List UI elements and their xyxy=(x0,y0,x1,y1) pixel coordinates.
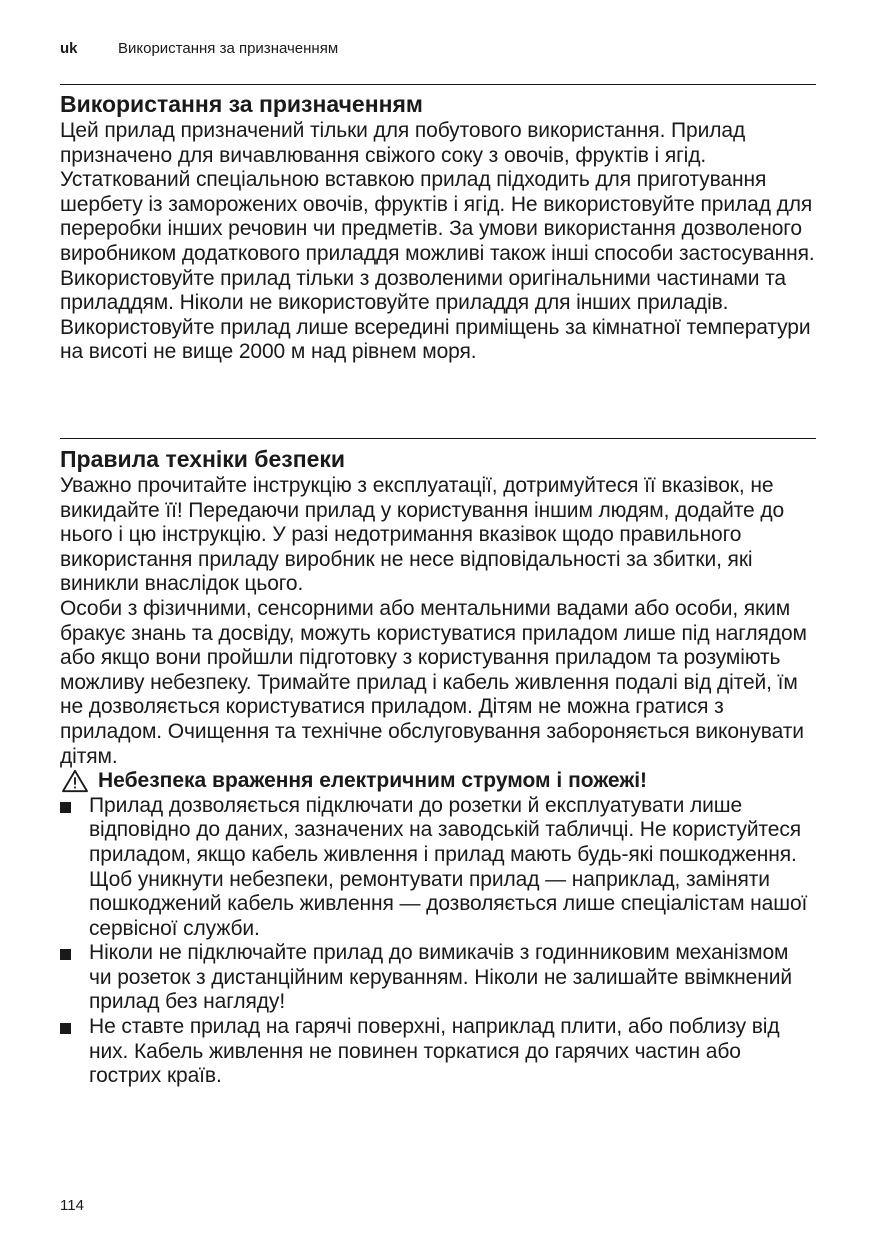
list-item xyxy=(60,941,816,1015)
bullet-square-icon xyxy=(60,802,71,813)
list-item xyxy=(60,794,816,942)
running-header xyxy=(60,39,338,59)
intended-use-paragraph: Цей прилад призначений тільки для побутового використання. Прилад призначено для вичавлювання свіжого соку з овочів, фруктів і ягід. Устаткований спеціальною вставкою прилад підходить для приготування шербету із заморожених овочів, фруктів і ягід. Не використовуйте прилад для переробки інших речовин чи предметів. За умови використання дозволеного виробником додаткового приладдя можливі також інші способи застосування. Використовуйте прилад тільки з дозволеними оригінальними частинами та приладдям. Ніколи не використовуйте приладдя для інших приладів. xyxy=(60,119,815,315)
list-item-text: Ніколи не підключайте прилад до вимикачів з годинниковим механізмом чи розеток з дистанційним керуванням. Ніколи не залишайте ввімкнений прилад без нагляду! xyxy=(89,941,793,1014)
intended-use-paragraph: Використовуйте прилад лише всередині приміщень за кімнатної температури на висоті не вище 2000 м над рівнем моря. xyxy=(60,315,811,364)
safety-heading: Правила техніки безпеки xyxy=(60,446,346,472)
warning-list xyxy=(60,794,816,1089)
bullet-square-icon xyxy=(60,1023,71,1034)
list-item xyxy=(60,1015,816,1089)
intended-use-heading: Використання за призначенням xyxy=(60,91,423,117)
running-header-title: Використання за призначенням xyxy=(118,40,339,57)
section-divider xyxy=(60,438,816,439)
safety-section xyxy=(60,444,816,1089)
section-divider xyxy=(60,84,816,85)
warning-triangle-icon xyxy=(60,769,90,793)
warning-heading-text: Небезпека враження електричним струмом і пожежі! xyxy=(98,769,648,793)
list-item-text: Не ставте прилад на гарячі поверхні, наприклад плити, або поблизу від них. Кабель живлення не повинен торкатися до гарячих частин або гострих країв. xyxy=(89,1015,780,1088)
safety-paragraph: Уважно прочитайте інструкцію з експлуатації, дотримуйтеся її вказівок, не викидайте її! Передаючи прилад у користування іншим людям, додайте до нього і цю інструкцію. У разі недотримання вказівок щодо правильного використання приладу виробник не несе відповідальності за збитки, які виникли внаслідок цього. xyxy=(60,474,785,596)
bullet-square-icon xyxy=(60,949,71,960)
warning-heading xyxy=(60,769,816,794)
language-code: uk xyxy=(60,40,78,57)
safety-paragraph: Особи з фізичними, сенсорними або ментальними вадами або особи, яким бракує знань та досвіду, можуть користуватися приладом лише під наглядом або якщо вони пройшли підготовку з користування приладом та розуміють можливу небезпеку. Тримайте прилад і кабель живлення подалі від дітей, їм не дозволяється користуватися приладом. Дітям не можна гратися з приладом. Очищення та технічне обслуговування забороняється виконувати дітям. xyxy=(60,596,807,768)
list-item-text: Прилад дозволяється підключати до розетки й експлуатувати лише відповідно до даних, зазначених на заводській табличці. Не користуйтеся приладом, якщо кабель живлення і прилад мають будь-які пошкодження. Щоб уникнути небезпеки, ремонтувати прилад — наприклад, заміняти пошкоджений кабель живлення — дозволяється лише спеціалістам нашої сервісної служби. xyxy=(89,793,808,940)
intended-use-section xyxy=(60,89,816,365)
page-number: 114 xyxy=(60,1197,84,1214)
